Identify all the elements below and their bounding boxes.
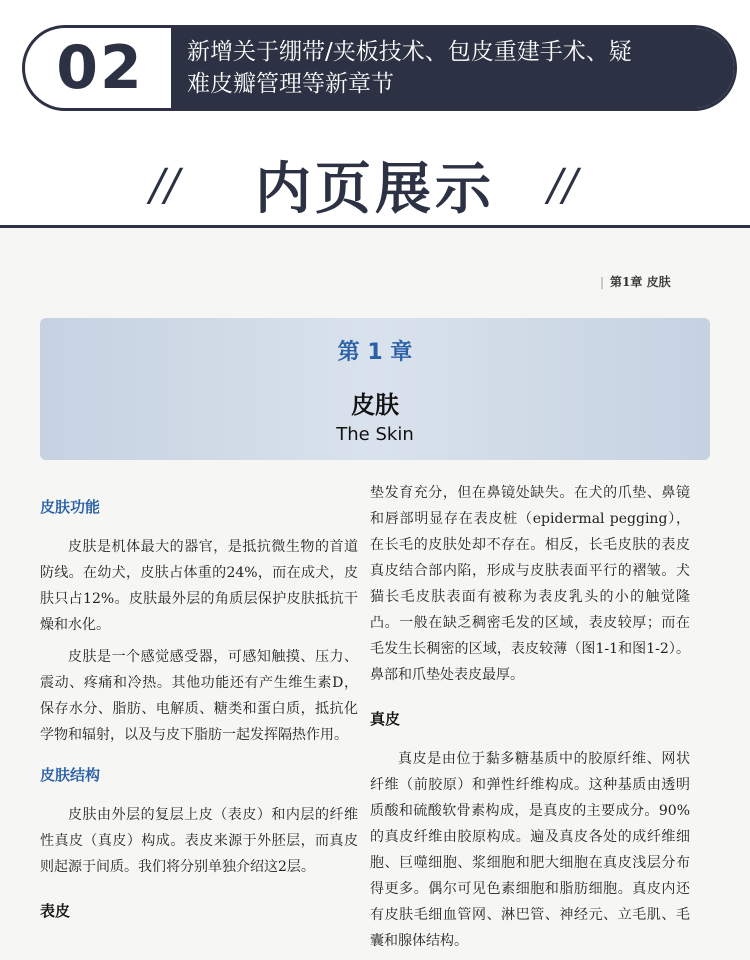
paragraph: 真皮是由位于黏多糖基质中的胶原纤维、网状纤维（前胶原）和弹性纤维构成。这种基质由透明质酸和硫酸软骨素构成，是真皮的主要成分。90%的真皮纤维由胶原构成。遍及真皮各处的成纤维细胞、巨噬细胞、浆细胞和肥大细胞在真皮浅层分布得更多。偶尔可见色素细胞和脂肪细胞。真皮内还有皮肤毛细血管网、淋巴管、神经元、立毛肌、毛囊和腺体结构。 [370, 751, 690, 949]
left-column [40, 494, 358, 924]
running-head-text: 第1章 皮肤 [610, 275, 671, 289]
chapter-number: 第 1 章 [337, 340, 413, 365]
slash-decoration-left: // [150, 160, 180, 211]
feature-description [171, 28, 734, 108]
paragraph: 垫发育充分，但在鼻镜处缺失。在犬的爪垫、鼻镜和唇部明显存在表皮桩（epidermal pegging），在长毛的皮肤处却不存在。相反，长毛皮肤的表皮真皮结合部内陷，形成与皮肤表面平行的褶皱。犬猫长毛皮肤表面有被称为表皮乳头的小的触觉隆凸。一般在缺乏稠密毛发的区域，表皮较厚；而在毛发生长稠密的区域，表皮较薄（图1-1和图1-2）。鼻部和爪垫处表皮最厚。 [370, 485, 690, 683]
heading-skin-function: 皮肤功能 [40, 498, 101, 516]
feature-banner [22, 25, 737, 111]
feature-line-1: 新增关于绷带/夹板技术、包皮重建手术、疑 [187, 39, 632, 65]
section-title-text: 内页展示 [255, 156, 495, 222]
heading-dermis: 真皮 [370, 710, 401, 728]
heading-epidermis: 表皮 [40, 902, 71, 920]
heading-skin-structure: 皮肤结构 [40, 766, 101, 784]
paragraph: 皮肤由外层的复层上皮（表皮）和内层的纤维性真皮（真皮）构成。表皮来源于外胚层，而真皮则起源于间质。我们将分别单独介绍这2层。 [40, 807, 358, 875]
chapter-title-en: The Skin [336, 424, 414, 445]
section-title [0, 150, 750, 220]
slash-decoration-right: // [548, 160, 578, 211]
feature-line-2: 难皮瓣管理等新章节 [187, 71, 394, 97]
right-column [370, 480, 690, 954]
feature-number: 02 [56, 33, 144, 103]
running-head: | 第1章 皮肤 [600, 275, 671, 289]
paragraph: 皮肤是机体最大的器官，是抵抗微生物的首道防线。在幼犬，皮肤占体重的24%，而在成犬，皮肤只占12%。皮肤最外层的角质层保护皮肤抵抗干燥和水化。 [40, 539, 358, 633]
chapter-title-cn: 皮肤 [351, 391, 399, 419]
paragraph: 皮肤是一个感觉感受器，可感知触摸、压力、震动、疼痛和冷热。其他功能还有产生维生素D，保存水分、脂肪、电解质、糖类和蛋白质，抵抗化学物和辐射，以及与皮下脂肪一起发挥隔热作用。 [40, 649, 358, 743]
